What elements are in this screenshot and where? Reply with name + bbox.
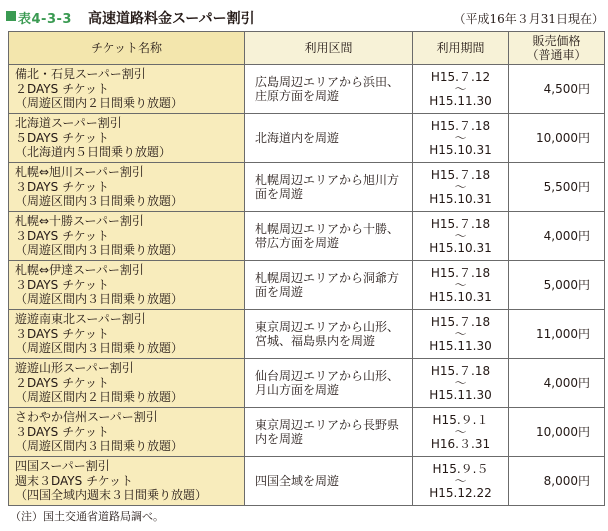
ticket-name-line: ２DAYS チケット	[15, 81, 109, 96]
price-cell: 5,500円	[509, 163, 605, 212]
period-start: H15.７.12	[430, 69, 491, 84]
usage-period-cell	[413, 261, 509, 310]
ticket-name-cell	[9, 114, 245, 163]
ticket-name-line: 札幌⇔伊達スーパー割引	[15, 263, 144, 278]
usage-area-cell: 札幌周辺エリアから十勝、帯広方面を周遊	[245, 212, 413, 261]
period-tilde: ～	[454, 473, 467, 488]
usage-area-cell: 札幌周辺エリアから洞爺方面を周遊	[245, 261, 413, 310]
period-tilde: ～	[454, 81, 467, 96]
ticket-name-line: 備北・石見スーパー割引	[15, 67, 146, 82]
ticket-name-cell	[9, 261, 245, 310]
ticket-name-line: （周遊区間内３日間乗り放題）	[15, 194, 184, 209]
period-start: H15.７.18	[430, 118, 491, 133]
usage-area-cell: 四国全域を周遊	[245, 457, 413, 506]
price-cell: 4,500円	[509, 65, 605, 114]
period-end: H15.12.22	[429, 485, 492, 500]
table-row	[9, 310, 605, 359]
usage-period-cell	[413, 457, 509, 506]
period-start: H15.７.18	[430, 314, 491, 329]
ticket-name-cell	[9, 408, 245, 457]
price-cell: 8,000円	[509, 457, 605, 506]
ticket-name-line: ３DAYS チケット	[15, 424, 109, 439]
table-header-row	[9, 32, 605, 65]
ticket-name-line: 札幌⇔旭川スーパー割引	[15, 165, 144, 180]
price-cell: 11,000円	[509, 310, 605, 359]
table-row	[9, 359, 605, 408]
ticket-name-line: 四国スーパー割引	[15, 459, 110, 474]
ticket-name-line: （四国全域内週末３日間乗り放題）	[15, 488, 208, 503]
period-start: H15.７.18	[430, 363, 491, 378]
period-end: H15.10.31	[429, 289, 492, 304]
price-cell: 4,000円	[509, 359, 605, 408]
ticket-name-line: （周遊区間内２日間乗り放題）	[15, 390, 184, 405]
period-tilde: ～	[454, 424, 467, 439]
ticket-name-line: 週末３DAYS チケット	[15, 473, 133, 488]
usage-period-cell	[413, 359, 509, 408]
ticket-name-line: 北海道スーパー割引	[15, 116, 122, 131]
usage-area-cell: 東京周辺エリアから山形、宮城、福島県内を周遊	[245, 310, 413, 359]
square-marker-icon	[6, 11, 16, 21]
price-cell: 5,000円	[509, 261, 605, 310]
table-row	[9, 114, 605, 163]
usage-area-cell: 札幌周辺エリアから旭川方面を周遊	[245, 163, 413, 212]
period-tilde: ～	[454, 326, 467, 341]
period-start: H15.７.18	[430, 216, 491, 231]
ticket-name-line: （周遊区間内３日間乗り放題）	[15, 341, 184, 356]
period-end: H15.10.31	[429, 142, 492, 157]
table-row	[9, 212, 605, 261]
period-tilde: ～	[454, 277, 467, 292]
column-header-price-line1: 販売価格	[532, 34, 581, 48]
ticket-name-line: （北海道内５日間乗り放題）	[15, 145, 172, 160]
table-row	[9, 457, 605, 506]
ticket-name-line: ３DAYS チケット	[15, 179, 109, 194]
price-cell: 10,000円	[509, 408, 605, 457]
table-number: 表4-3-3	[18, 12, 72, 27]
ticket-name-line: さわやか信州スーパー割引	[15, 410, 158, 425]
ticket-name-cell	[9, 212, 245, 261]
usage-area-cell: 東京周辺エリアから長野県内を周遊	[245, 408, 413, 457]
ticket-name-line: ３DAYS チケット	[15, 228, 109, 243]
period-tilde: ～	[454, 375, 467, 390]
ticket-name-line: ５DAYS チケット	[15, 130, 109, 145]
table-row	[9, 408, 605, 457]
ticket-name-line: 遊遊山形スーパー割引	[15, 361, 134, 376]
column-header-price-line2: （普通車）	[526, 48, 587, 62]
ticket-name-line: 遊遊南東北スーパー割引	[15, 312, 146, 327]
period-tilde: ～	[454, 130, 467, 145]
ticket-name-cell	[9, 310, 245, 359]
period-start: H15.９.５	[432, 461, 489, 476]
price-cell: 4,000円	[509, 212, 605, 261]
discount-table	[8, 31, 605, 506]
usage-area-cell: 広島周辺エリアから浜田、庄原方面を周遊	[245, 65, 413, 114]
ticket-name-cell	[9, 457, 245, 506]
ticket-name-line: （周遊区間内３日間乗り放題）	[15, 292, 184, 307]
usage-period-cell	[413, 65, 509, 114]
usage-area-cell: 仙台周辺エリアから山形、月山方面を周遊	[245, 359, 413, 408]
source-note: （注）国土交通省道路局調べ。	[10, 510, 164, 523]
period-start: H15.７.18	[430, 167, 491, 182]
table-row	[9, 261, 605, 310]
ticket-name-cell	[9, 163, 245, 212]
column-header-area: 利用区間	[245, 32, 413, 65]
ticket-name-line: ３DAYS チケット	[15, 277, 109, 292]
period-end: H16.３.31	[430, 436, 491, 451]
ticket-name-line: 札幌⇔十勝スーパー割引	[15, 214, 144, 229]
period-end: H15.11.30	[429, 387, 492, 402]
ticket-name-line: （周遊区間内３日間乗り放題）	[15, 439, 184, 454]
usage-period-cell	[413, 310, 509, 359]
as-of-date: （平成16年３月31日現在）	[453, 12, 604, 26]
period-end: H15.10.31	[429, 191, 492, 206]
usage-period-cell	[413, 408, 509, 457]
ticket-name-line: （周遊区間内２日間乗り放題）	[15, 96, 184, 111]
period-tilde: ～	[454, 179, 467, 194]
period-start: H15.７.18	[430, 265, 491, 280]
period-end: H15.10.31	[429, 240, 492, 255]
usage-period-cell	[413, 114, 509, 163]
table-row	[9, 163, 605, 212]
ticket-name-line: ３DAYS チケット	[15, 326, 109, 341]
table-row	[9, 65, 605, 114]
period-end: H15.11.30	[429, 338, 492, 353]
period-tilde: ～	[454, 228, 467, 243]
ticket-name-line: ２DAYS チケット	[15, 375, 109, 390]
column-header-period: 利用期間	[413, 32, 509, 65]
ticket-name-cell	[9, 65, 245, 114]
usage-area-cell: 北海道内を周遊	[245, 114, 413, 163]
column-header-name: チケット名称	[9, 32, 245, 65]
table-title: 高速道路料金スーパー割引	[88, 11, 255, 27]
ticket-name-line: （周遊区間内３日間乗り放題）	[15, 243, 184, 258]
period-end: H15.11.30	[429, 93, 492, 108]
usage-period-cell	[413, 212, 509, 261]
usage-period-cell	[413, 163, 509, 212]
ticket-name-cell	[9, 359, 245, 408]
price-cell: 10,000円	[509, 114, 605, 163]
table-caption	[6, 6, 604, 28]
column-header-price	[509, 32, 605, 65]
period-start: H15.９.１	[432, 412, 489, 427]
